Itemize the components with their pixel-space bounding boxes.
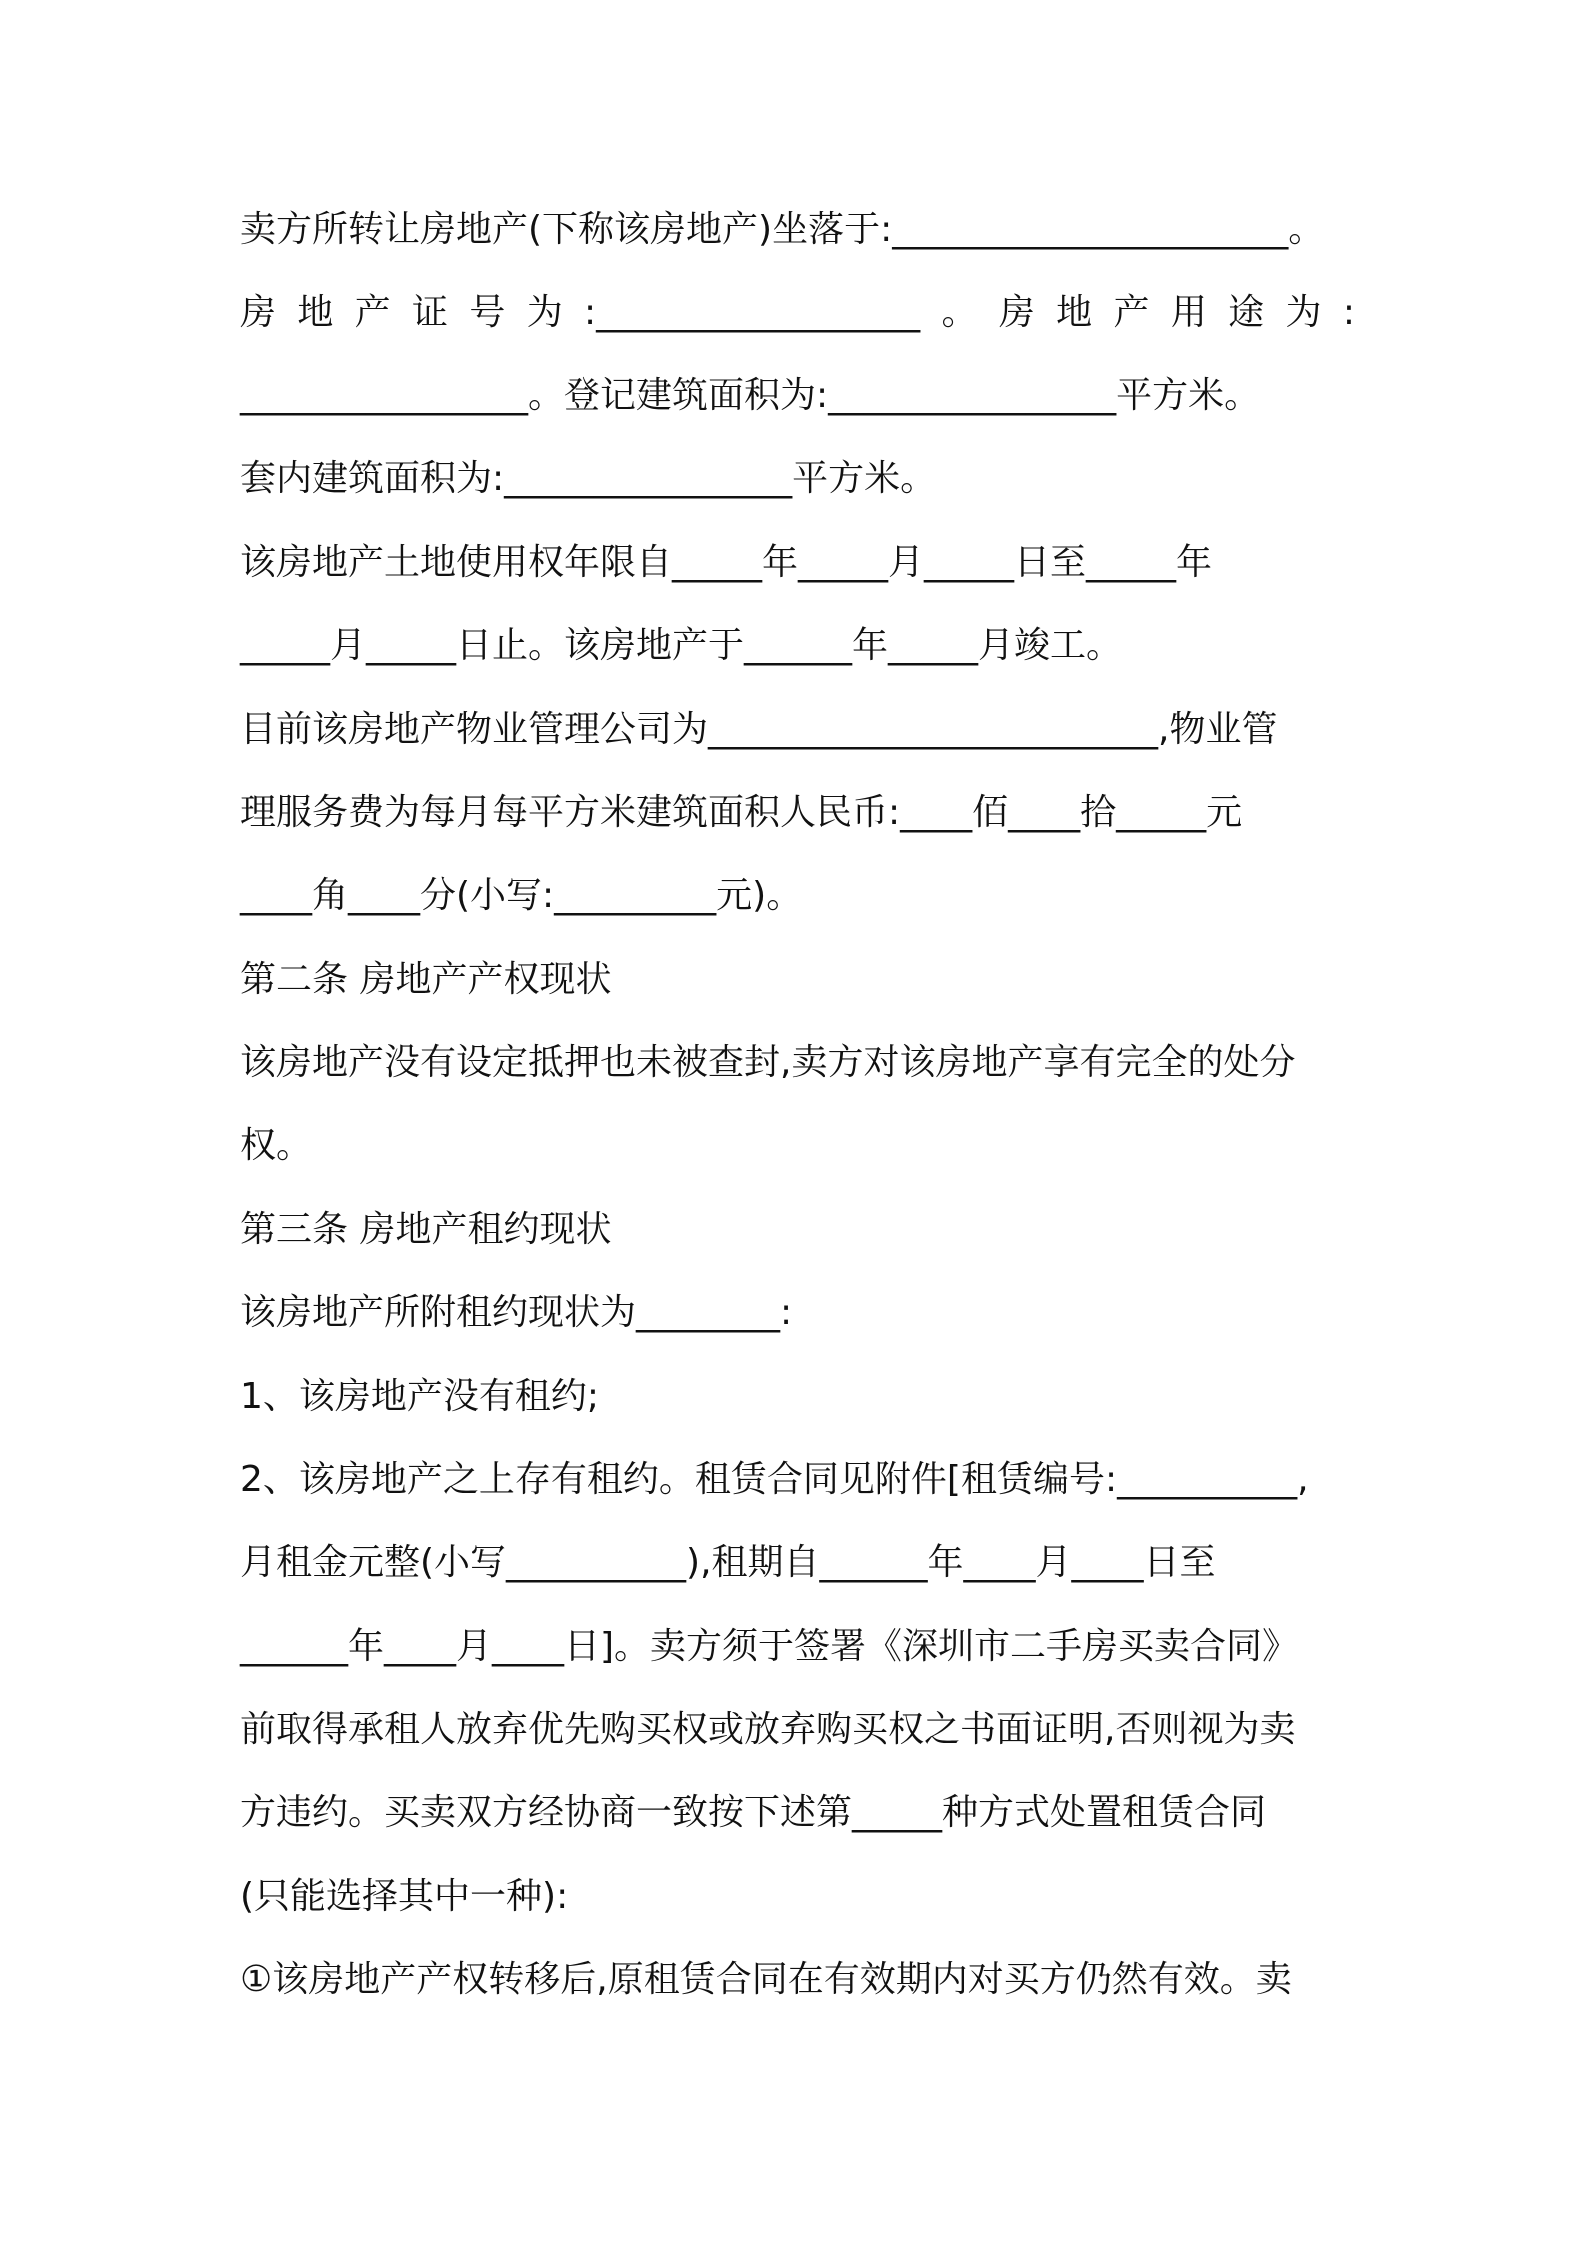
text-line-service-fee: 理服务费为每月每平方米建筑面积人民币:____佰____拾_____元	[240, 792, 1243, 833]
text-line-no-mortgage: 该房地产没有设定抵押也未被查封,卖方对该房地产享有完全的处分	[240, 1042, 1296, 1083]
text-line-certificate: 房地产证号为:__________________。房地产用途为:	[240, 292, 1355, 333]
text-line-choose-one: (只能选择其中一种):	[240, 1876, 569, 1917]
section-heading-article-2: 第二条 房地产产权现状	[240, 959, 612, 1000]
text-line-land-term-end: _____月_____日止。该房地产于______年_____月竣工。	[240, 625, 1123, 666]
list-item-no-lease: 1、该房地产没有租约;	[240, 1376, 600, 1417]
text-line-lease-disposal: 方违约。买卖双方经协商一致按下述第_____种方式处置租赁合同	[240, 1792, 1267, 1833]
text-line-right: 权。	[240, 1125, 313, 1166]
text-line-lease-status: 该房地产所附租约现状为________:	[240, 1292, 793, 1333]
text-line-location: 卖方所转让房地产(下称该房地产)坐落于:______________________。	[240, 209, 1325, 250]
list-item-option-1: ①该房地产产权转移后,原租赁合同在有效期内对买方仍然有效。卖	[240, 1959, 1292, 2000]
section-heading-article-3: 第三条 房地产租约现状	[240, 1209, 612, 1250]
text-line-rent: 月租金元整(小写__________),租期自______年____月____日至	[240, 1542, 1216, 1583]
list-item-has-lease: 2、该房地产之上存有租约。租赁合同见附件[租赁编号:__________,	[240, 1459, 1309, 1500]
text-line-area: ________________。登记建筑面积为:________________平方米。	[240, 375, 1261, 416]
text-line-lease-end: ______年____月____日]。卖方须于签署《深圳市二手房买卖合同》	[240, 1626, 1299, 1667]
text-line-waiver: 前取得承租人放弃优先购买权或放弃购买权之书面证明,否则视为卖	[240, 1709, 1296, 1750]
text-line-inner-area: 套内建筑面积为:________________平方米。	[240, 458, 937, 499]
text-line-property-management: 目前该房地产物业管理公司为_________________________,物业管	[240, 709, 1278, 750]
text-line-service-fee-amount: ____角____分(小写:_________元)。	[240, 875, 803, 916]
text-line-land-term-start: 该房地产土地使用权年限自_____年_____月_____日至_____年	[240, 542, 1213, 583]
